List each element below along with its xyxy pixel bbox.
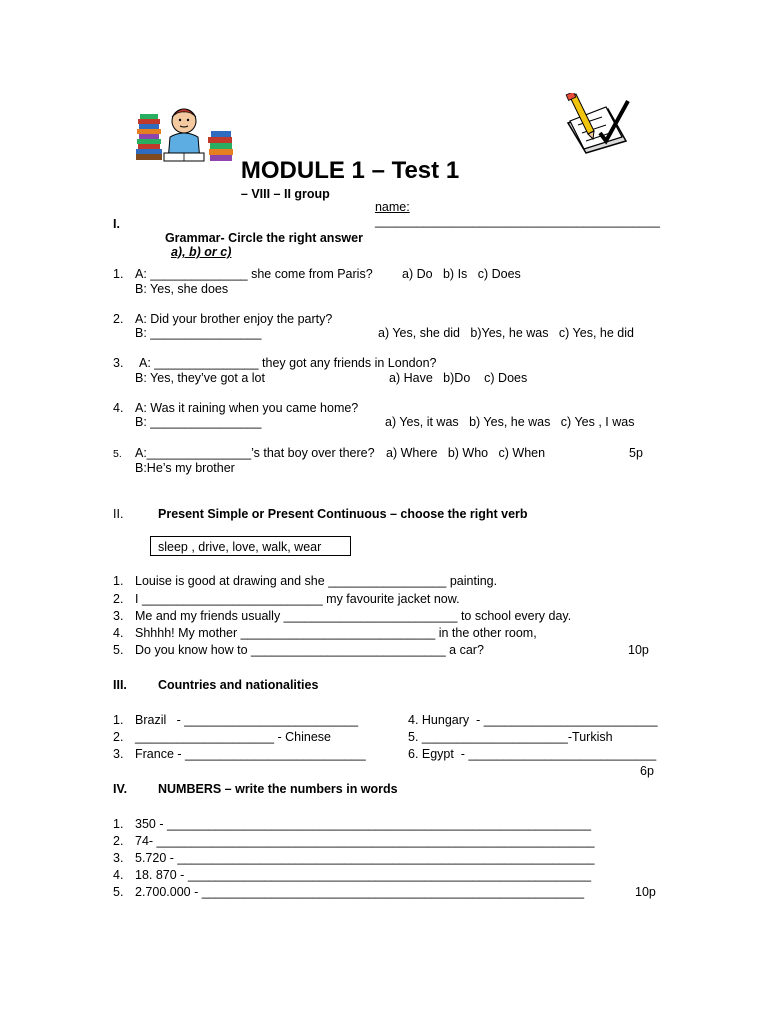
s2-q2-number: 2. [113,592,124,606]
s3-q3-number: 3. [113,747,124,761]
s4-q3-text: 5.720 - ____________________________________________________________ [135,851,595,865]
s4-q5-number: 5. [113,885,124,899]
section1-points: 5p [629,446,643,460]
q4-number: 4. [113,401,124,415]
s4-q4-text: 18. 870 - __________________________________________________________ [135,868,592,882]
q3-line-b: B: Yes, they’ve got a lot [135,371,265,385]
q2-line-b: B: ________________ [135,326,262,340]
section1-heading-row [158,217,363,259]
q5-line-b: B:He’s my brother [135,461,235,475]
verb-word-box: sleep , drive, love, walk, wear [150,536,351,556]
s2-q3-number: 3. [113,609,124,623]
q3-number: 3. [113,356,124,370]
s3-q6-text: 6. Egypt - ___________________________ [408,747,657,761]
section1-roman: I. [113,217,120,231]
s3-q3-text: France - __________________________ [135,747,366,761]
name-label: name: [374,200,410,214]
q3-line-a: A: _______________ they got any friends in London? [139,356,437,370]
s4-q1-number: 1. [113,817,124,831]
s2-q2-text: I __________________________ my favourite jacket now. [135,592,460,606]
s3-q1-number: 1. [113,713,124,727]
section4-heading: NUMBERS – write the numbers in words [158,782,398,796]
section2-points: 10p [628,643,649,657]
q1-number: 1. [113,267,124,281]
section3-roman: III. [113,678,127,692]
s3-q2-number: 2. [113,730,124,744]
page-subtitle: – VIII – II group [240,187,330,201]
s2-q1-text: Louise is good at drawing and she _________________ painting. [135,574,498,588]
q2-number: 2. [113,312,124,326]
s2-q1-number: 1. [113,574,124,588]
section3-heading: Countries and nationalities [158,678,319,692]
q1-line-a: A: ______________ she come from Paris? [135,267,373,281]
s2-q3-text: Me and my friends usually _________________________ to school every day. [135,609,572,623]
s4-q3-number: 3. [113,851,124,865]
page-title: MODULE 1 – Test 1 [240,157,460,184]
s2-q4-number: 4. [113,626,124,640]
q5-line-a: A:_______________’s that boy over there? [135,446,375,460]
s4-q4-number: 4. [113,868,124,882]
s3-q5-text: 5. _____________________-Turkish [408,730,613,744]
s2-q5-number: 5. [113,643,124,657]
pencil-checklist-icon [562,93,632,155]
q4-options: a) Yes, it was b) Yes, he was c) Yes , I was [385,415,635,429]
q3-options: a) Have b)Do c) Does [389,371,528,385]
name-line: _________________________________________ [374,214,660,228]
s3-q1-text: Brazil - _________________________ [135,713,359,727]
section1-heading: Grammar- Circle the right answer [164,231,363,245]
section2-heading: Present Simple or Present Continuous – choose the right verb [158,507,528,521]
s4-q2-text: 74- _______________________________________________________________ [135,834,595,848]
section2-roman: II. [113,507,124,521]
section3-points: 6p [640,764,654,778]
section4-points: 10p [635,885,656,899]
q5-options: a) Where b) Who c) When [386,446,546,460]
s3-q4-text: 4. Hungary - _________________________ [408,713,658,727]
section4-roman: IV. [113,782,128,796]
student-with-books-icon [134,103,234,165]
s3-q2-text: ____________________ - Chinese [135,730,332,744]
name-row [368,186,660,228]
q4-line-b: B: ________________ [135,415,262,429]
s4-q1-text: 350 - _____________________________________________________________ [135,817,592,831]
q1-options: a) Do b) Is c) Does [402,267,521,281]
s2-q5-text: Do you know how to ____________________________ a car? [135,643,484,657]
s4-q5-text: 2.700.000 - _______________________________________________________ [135,885,585,899]
section1-options-hint: a), b) or c) [170,245,232,259]
s2-q4-text: Shhhh! My mother ____________________________ in the other room, [135,626,537,640]
q2-options: a) Yes, she did b)Yes, he was c) Yes, he did [378,326,634,340]
q4-line-a: A: Was it raining when you came home? [135,401,359,415]
q2-line-a: A: Did your brother enjoy the party? [135,312,333,326]
s4-q2-number: 2. [113,834,124,848]
q5-number: 5. [113,448,122,460]
q1-line-b: B: Yes, she does [135,282,229,296]
